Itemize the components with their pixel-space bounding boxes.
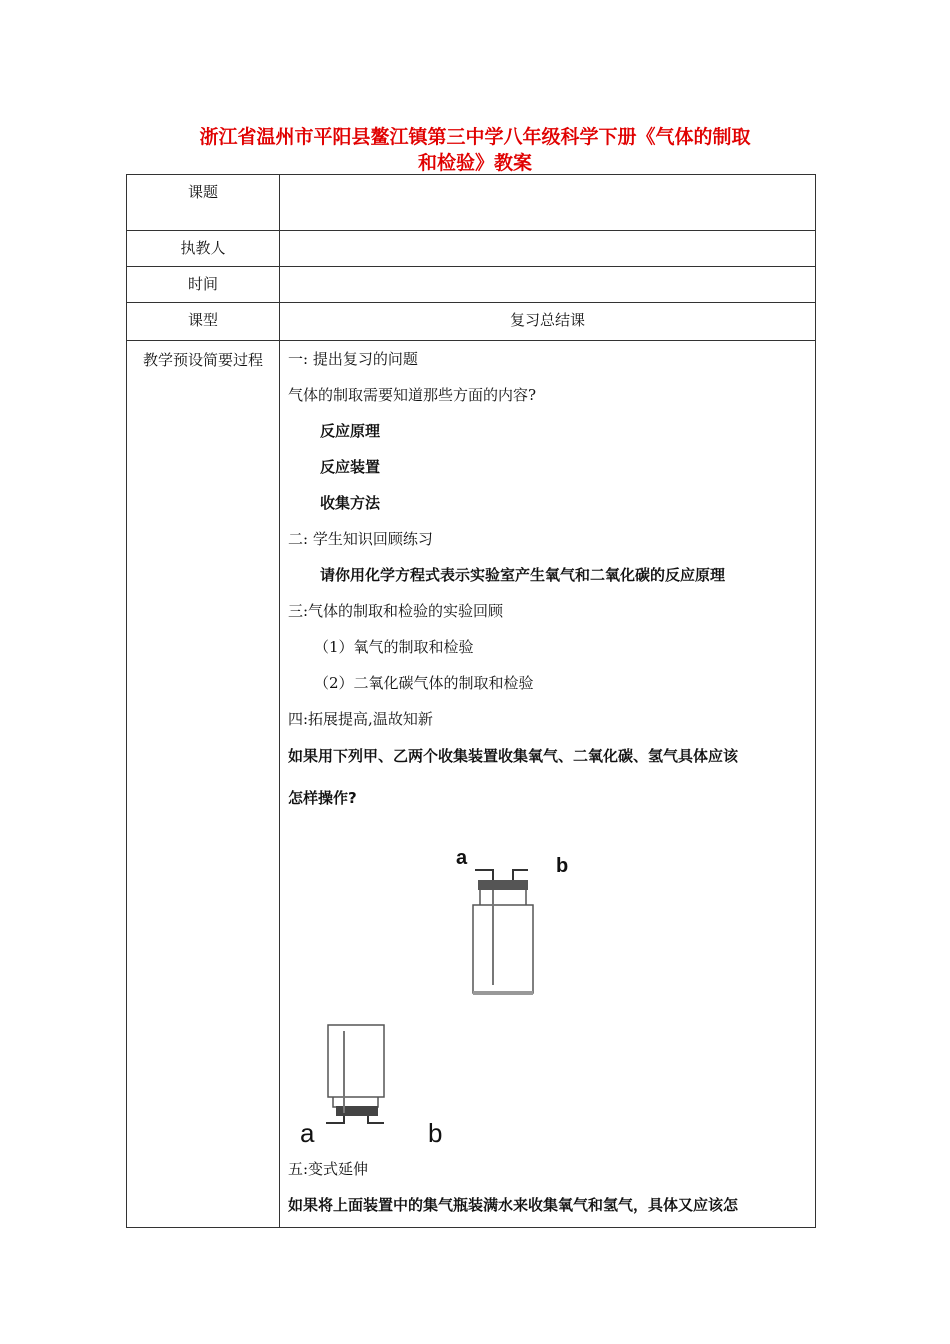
bottle-stopper	[336, 1106, 378, 1116]
section-2-heading: 二: 学生知识回顾练习	[288, 530, 433, 548]
bottle-stopper	[478, 880, 528, 890]
table-row	[127, 231, 816, 267]
section-1-question: 气体的制取需要知道那些方面的内容?	[288, 386, 537, 404]
lesson-plan-table	[126, 174, 816, 1228]
top-label-b: b	[556, 855, 569, 877]
list-item: 收集方法	[320, 494, 381, 512]
gas-collection-diagrams	[288, 825, 807, 1155]
row-value-teacher	[280, 231, 816, 267]
list-item: 反应原理	[320, 422, 381, 440]
gas-bottle-diagrams-svg	[288, 825, 818, 1155]
section-2-task: 请你用化学方程式表示实验室产生氧气和二氧化碳的反应原理	[320, 566, 726, 584]
table-row	[127, 267, 816, 303]
bottom-label-b: b	[428, 1118, 443, 1148]
section-4-question-line-2: 怎样操作?	[288, 789, 357, 807]
list-item: 反应装置	[320, 458, 381, 476]
row-value-topic	[280, 175, 816, 231]
bottle-neck	[333, 1097, 378, 1107]
top-label-a: a	[456, 847, 468, 869]
list-item: （1）氧气的制取和检验	[314, 638, 474, 656]
row-value-lesson-type: 复习总结课	[280, 303, 816, 341]
section-4-question-line-1: 如果用下列甲、乙两个收集装置收集氧气、二氧化碳、氢气具体应该	[288, 747, 739, 765]
tube-b	[513, 870, 528, 880]
bottle-body	[473, 905, 533, 993]
process-content	[280, 341, 816, 1228]
title-line-1: 浙江省温州市平阳县鳌江镇第三中学八年级科学下册《气体的制取	[199, 126, 751, 148]
row-label-time: 时间	[127, 267, 280, 303]
bottom-label-a: a	[300, 1118, 315, 1148]
row-label-process: 教学预设简要过程	[127, 341, 280, 1228]
section-5-heading: 五:变式延伸	[288, 1160, 369, 1178]
tube-a	[326, 1116, 344, 1123]
bottle-body	[328, 1025, 384, 1097]
table-row	[127, 175, 816, 231]
row-value-time	[280, 267, 816, 303]
upright-gas-bottle	[473, 870, 533, 993]
table-row	[127, 341, 816, 1228]
inverted-gas-bottle	[326, 1025, 384, 1123]
section-4-heading: 四:拓展提高,温故知新	[288, 710, 433, 728]
tube-a	[475, 870, 493, 880]
list-item: （2）二氧化碳气体的制取和检验	[314, 674, 534, 692]
tube-b	[368, 1116, 384, 1123]
section-1-heading: 一: 提出复习的问题	[288, 350, 418, 368]
section-5-question-line-1: 如果将上面装置中的集气瓶装满水来收集氧气和氢气，具体又应该怎	[288, 1196, 739, 1214]
section-3-heading: 三:气体的制取和检验的实验回顾	[288, 602, 504, 620]
table-row	[127, 303, 816, 341]
row-label-teacher: 执教人	[127, 231, 280, 267]
title-line-2: 和检验》教案	[417, 152, 532, 174]
row-label-lesson-type: 课型	[127, 303, 280, 341]
row-label-topic: 课题	[127, 175, 280, 231]
document-title	[120, 124, 830, 176]
